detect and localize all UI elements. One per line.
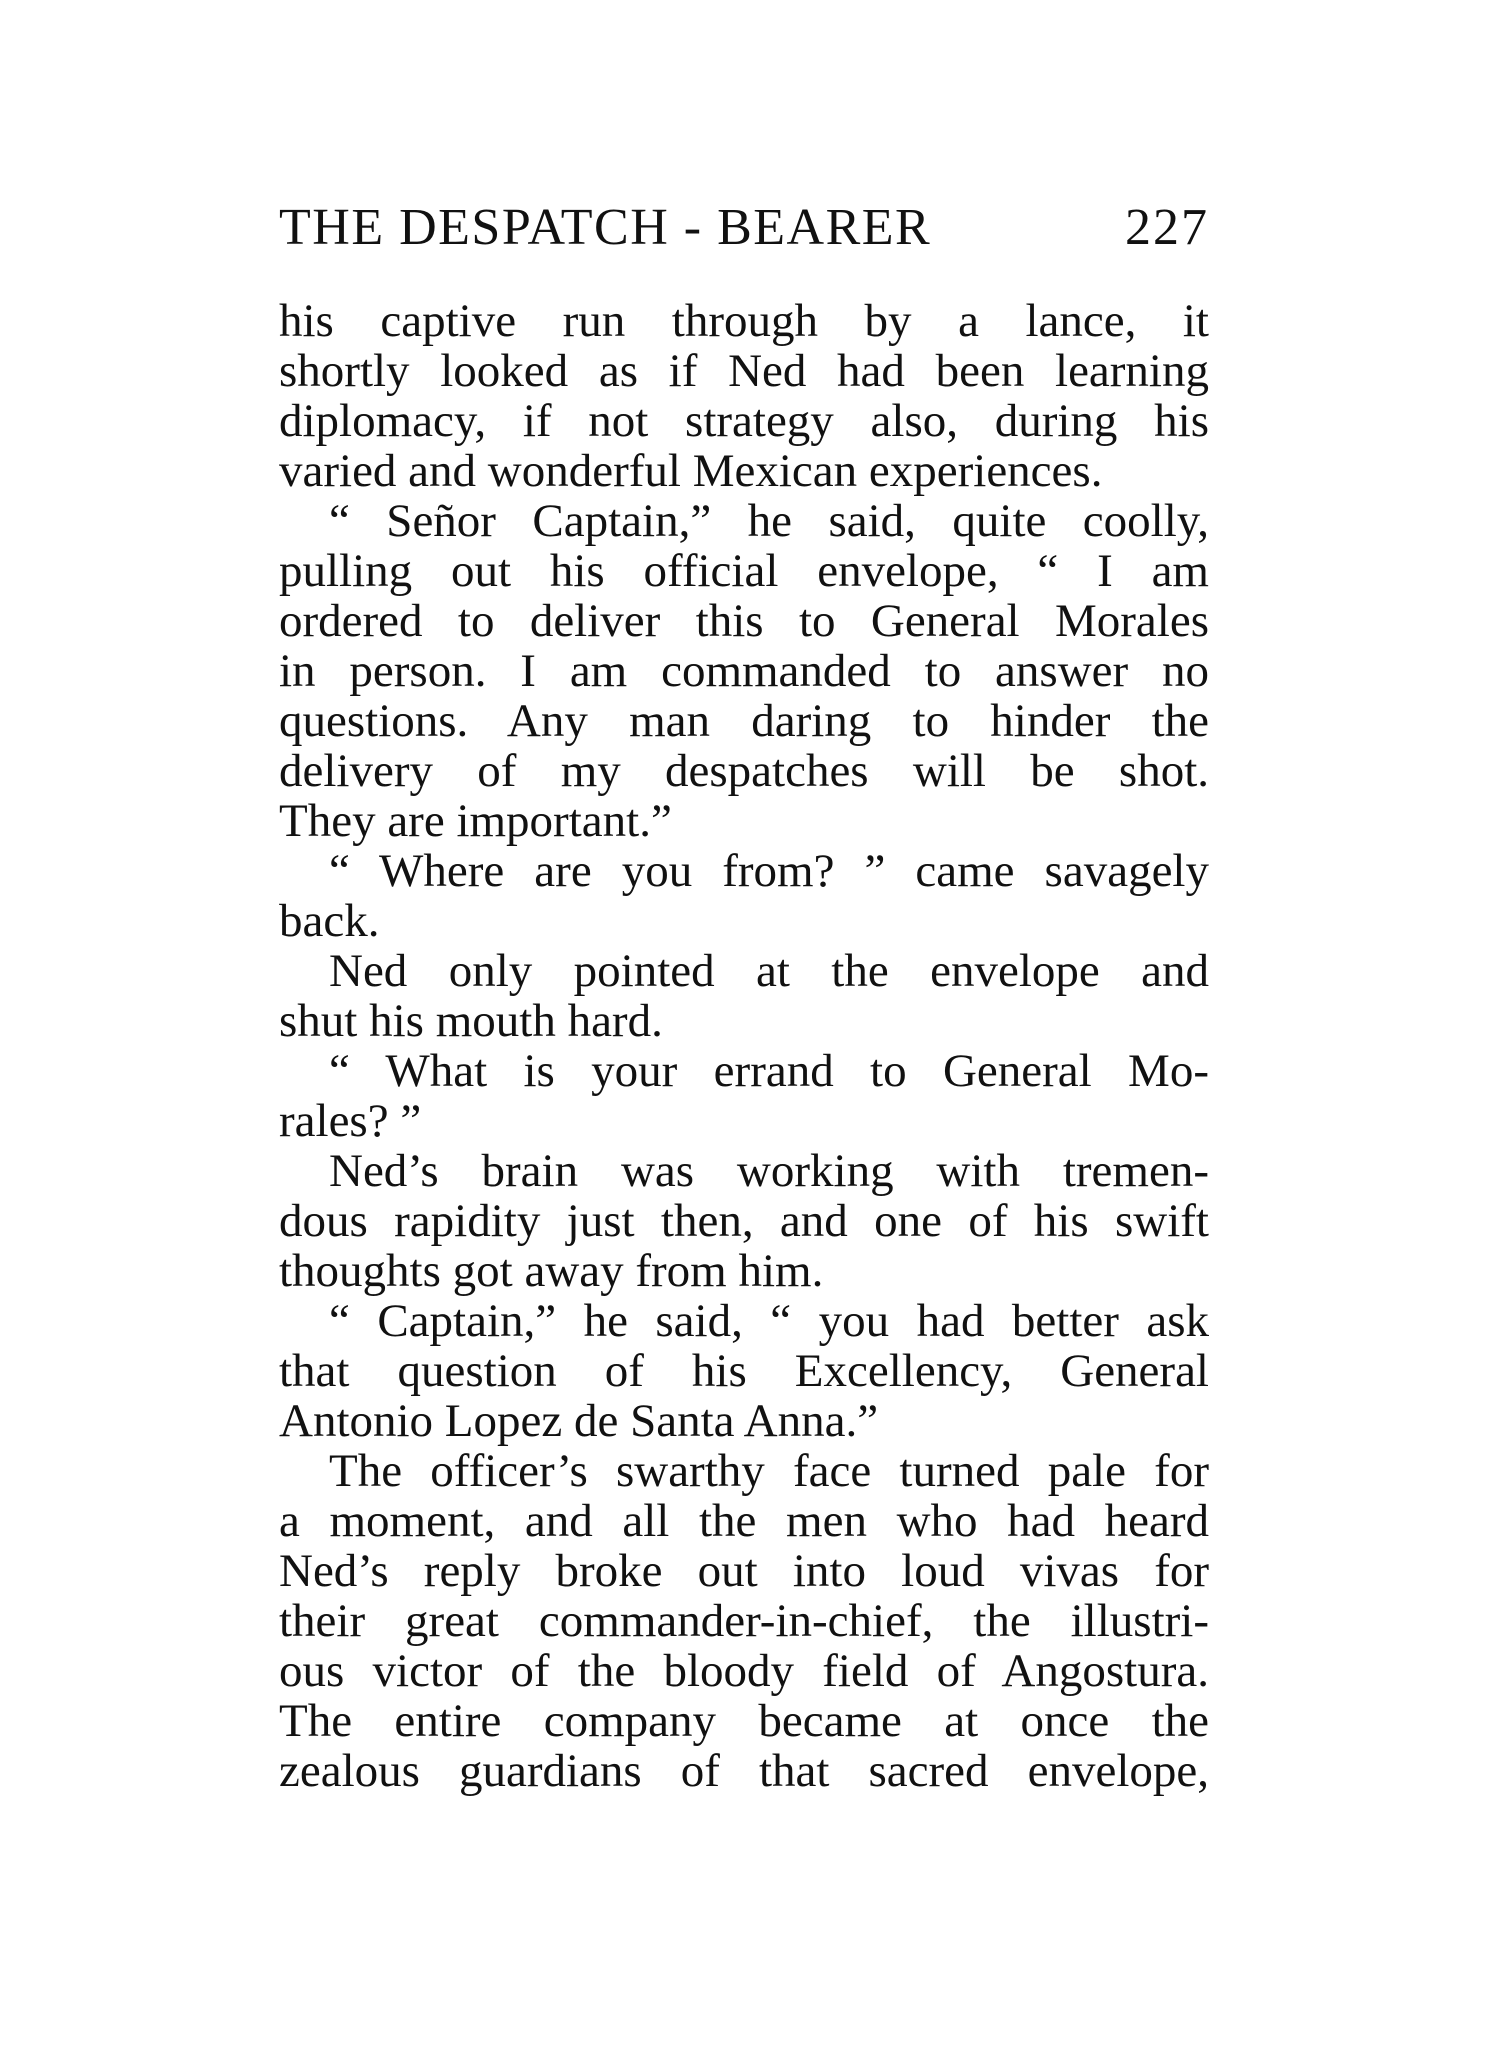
text-line: shut his mouth hard. (279, 995, 663, 1047)
text-line: varied and wonderful Mexican experiences. (279, 445, 1103, 497)
text-line: delivery of my despatches will be shot. (279, 745, 1209, 797)
text-line: “ Captain,” he said, “ you had better ask (329, 1295, 1209, 1347)
text-line: “ Where are you from? ” came savagely (329, 845, 1209, 897)
text-line: “ What is your errand to General Mo- (329, 1045, 1209, 1097)
page-number: 227 (1125, 199, 1209, 256)
text-line: The entire company became at once the (279, 1695, 1209, 1747)
text-line: Ned’s reply broke out into loud vivas for (279, 1545, 1209, 1597)
text-line: They are important.” (279, 795, 672, 847)
running-title: THE DESPATCH - BEARER (279, 199, 932, 256)
text-line: Antonio Lopez de Santa Anna.” (279, 1395, 879, 1447)
text-line: shortly looked as if Ned had been learning (279, 345, 1209, 397)
text-line: ordered to deliver this to General Morales (279, 595, 1209, 647)
text-line: questions. Any man daring to hinder the (279, 695, 1209, 747)
text-line: ous victor of the bloody field of Angostura. (279, 1645, 1209, 1697)
text-line: back. (279, 895, 380, 947)
text-line: his captive run through by a lance, it (279, 295, 1209, 347)
text-line: The officer’s swarthy face turned pale for (329, 1445, 1209, 1497)
text-line: rales? ” (279, 1095, 422, 1147)
page-header (279, 196, 1209, 260)
text-line: dous rapidity just then, and one of his swift (279, 1195, 1209, 1247)
text-line: Ned’s brain was working with tremen- (329, 1145, 1209, 1197)
text-line: pulling out his official envelope, “ I am (279, 545, 1209, 597)
text-line: thoughts got away from him. (279, 1245, 824, 1297)
text-line: that question of his Excellency, General (279, 1345, 1209, 1397)
text-line: zealous guardians of that sacred envelope, (279, 1745, 1209, 1797)
text-line: in person. I am commanded to answer no (279, 645, 1209, 697)
text-line: their great commander-in-chief, the illustri- (279, 1595, 1209, 1647)
body-text (279, 296, 1209, 1796)
text-line: a moment, and all the men who had heard (279, 1495, 1209, 1547)
text-line: “ Señor Captain,” he said, quite coolly, (329, 495, 1209, 547)
text-line: diplomacy, if not strategy also, during his (279, 395, 1209, 447)
text-line: Ned only pointed at the envelope and (329, 945, 1209, 997)
